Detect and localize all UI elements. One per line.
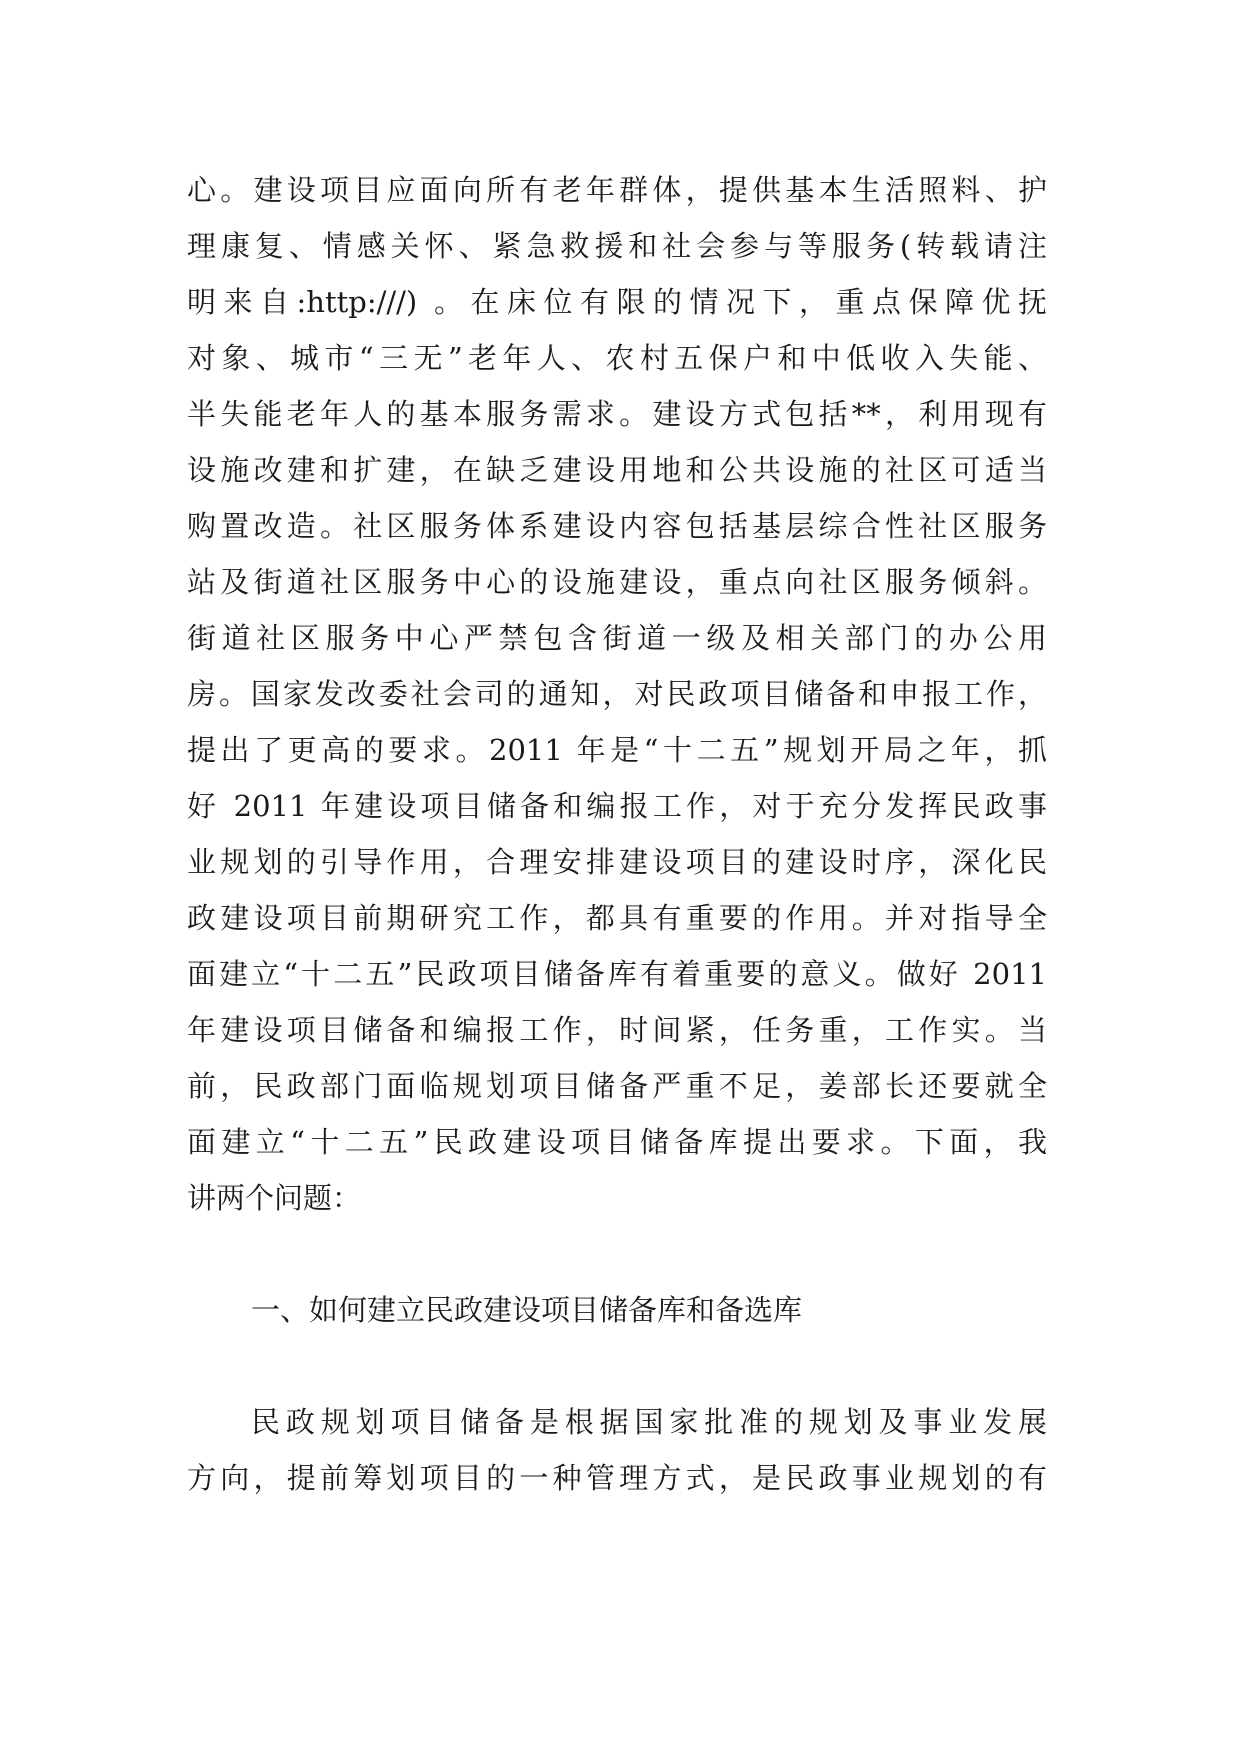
paragraph-line: 民政规划项目储备是根据国家批准的规划及事业发展 <box>251 1405 1047 1439</box>
paragraph-line: 站及街道社区服务中心的设施建设，重点向社区服务倾斜。 <box>187 565 1047 599</box>
paragraph-line: 业规划的引导作用，合理安排建设项目的建设时序，深化民 <box>187 845 1047 879</box>
paragraph-line: 前，民政部门面临规划项目储备严重不足，姜部长还要就全 <box>187 1069 1047 1103</box>
paragraph-line: 心。建设项目应面向所有老年群体，提供基本生活照料、护 <box>187 173 1047 207</box>
paragraph-line: 设施改建和扩建，在缺乏建设用地和公共设施的社区可适当 <box>187 453 1047 487</box>
paragraph-line: 半失能老年人的基本服务需求。建设方式包括**，利用现有 <box>187 397 1047 431</box>
paragraph-line: 明来自:http:///) 。在床位有限的情况下，重点保障优抚 <box>187 285 1047 319</box>
paragraph-line: 年建设项目储备和编报工作，时间紧，任务重，工作实。当 <box>187 1013 1047 1047</box>
paragraph-2 <box>187 1394 1047 1506</box>
section-heading: 一、如何建立民政建设项目储备库和备选库 <box>251 1293 803 1327</box>
document-body <box>187 162 1047 1506</box>
paragraph-line: 房。国家发改委社会司的通知，对民政项目储备和申报工作， <box>187 677 1047 711</box>
paragraph-line: 街道社区服务中心严禁包含街道一级及相关部门的办公用 <box>187 621 1047 655</box>
paragraph-1 <box>187 162 1047 1226</box>
spacer <box>187 1338 1047 1394</box>
paragraph-line: 面建立“十二五”民政建设项目储备库提出要求。下面，我 <box>187 1125 1047 1159</box>
paragraph-line: 理康复、情感关怀、紧急救援和社会参与等服务(转载请注 <box>187 229 1047 263</box>
paragraph-line: 好 2011 年建设项目储备和编报工作，对于充分发挥民政事 <box>187 789 1047 823</box>
paragraph-line: 面建立“十二五”民政项目储备库有着重要的意义。做好 2011 <box>187 957 1047 991</box>
paragraph-line: 购置改造。社区服务体系建设内容包括基层综合性社区服务 <box>187 509 1047 543</box>
paragraph-line: 政建设项目前期研究工作，都具有重要的作用。并对指导全 <box>187 901 1047 935</box>
paragraph-line: 对象、城市“三无”老年人、农村五保户和中低收入失能、 <box>187 341 1047 375</box>
paragraph-line: 提出了更高的要求。2011 年是“十二五”规划开局之年，抓 <box>187 733 1047 767</box>
paragraph-line: 方向，提前筹划项目的一种管理方式，是民政事业规划的有 <box>187 1461 1047 1495</box>
paragraph-line: 讲两个问题： <box>187 1181 362 1215</box>
spacer <box>187 1226 1047 1282</box>
